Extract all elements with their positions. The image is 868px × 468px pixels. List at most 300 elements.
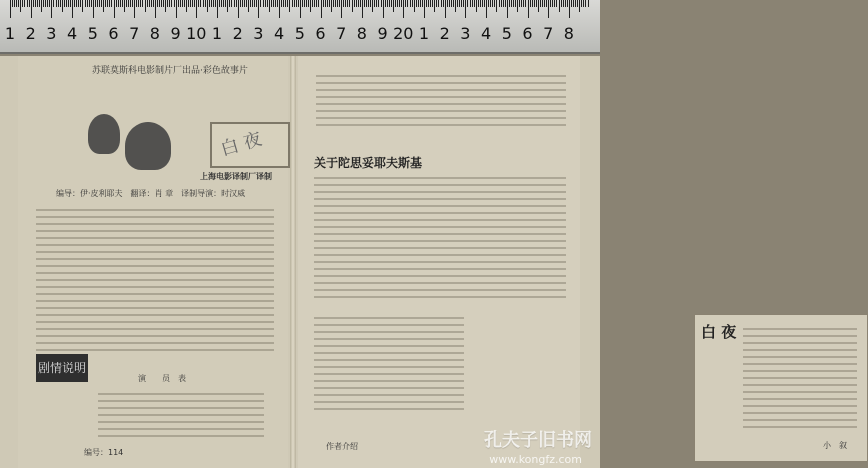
ruler-minor-tick xyxy=(449,0,450,7)
ruler-minor-tick xyxy=(76,0,77,7)
ruler-minor-tick xyxy=(128,0,129,7)
ruler-minor-tick xyxy=(120,0,121,7)
ruler-minor-tick xyxy=(236,0,237,7)
ruler-number: 6 xyxy=(108,24,119,43)
ruler-minor-tick xyxy=(490,0,491,7)
ruler-minor-tick xyxy=(29,0,30,7)
ruler-minor-tick xyxy=(159,0,160,7)
ruler-minor-tick xyxy=(109,0,110,7)
ruler-number: 5 xyxy=(87,24,98,43)
ruler-minor-tick xyxy=(563,0,564,7)
ruler-minor-tick xyxy=(47,0,48,7)
ruler-minor-tick xyxy=(356,0,357,7)
right-page xyxy=(298,56,847,468)
ruler-major-tick xyxy=(341,0,342,18)
ruler-minor-tick xyxy=(461,0,462,7)
ruler-number: 6 xyxy=(522,24,533,43)
ruler-minor-tick xyxy=(167,0,168,7)
ruler-minor-tick xyxy=(492,0,493,7)
article-section-title: 关于陀思妥耶夫斯基 xyxy=(314,156,423,170)
ruler-number: 2 xyxy=(439,24,450,43)
ruler-number: 1 xyxy=(4,24,16,43)
ruler-major-tick xyxy=(279,0,280,18)
watermark-url: www.kongfz.com xyxy=(489,453,582,466)
ruler-minor-tick xyxy=(207,0,208,12)
ruler-minor-tick xyxy=(180,0,181,7)
ruler-minor-tick xyxy=(289,0,290,12)
ruler-minor-tick xyxy=(542,0,543,7)
brochure-sheet xyxy=(0,56,847,468)
ruler-minor-tick xyxy=(234,0,235,7)
man-portrait-image xyxy=(88,114,120,154)
ruler-minor-tick xyxy=(407,0,408,7)
ruler-minor-tick xyxy=(310,0,311,12)
ruler-minor-tick xyxy=(414,0,415,12)
ruler-minor-tick xyxy=(525,0,526,7)
ruler-minor-tick xyxy=(503,0,504,7)
ruler-minor-tick xyxy=(399,0,400,7)
ruler-minor-tick xyxy=(294,0,295,7)
sidebar-text xyxy=(743,323,857,433)
film-title-box xyxy=(210,122,290,168)
ruler-minor-tick xyxy=(225,0,226,7)
ruler-minor-tick xyxy=(567,0,568,7)
ruler-minor-tick xyxy=(161,0,162,7)
ruler-major-tick xyxy=(528,0,529,18)
ruler-minor-tick xyxy=(142,0,143,7)
ruler-major-tick xyxy=(155,0,156,18)
ruler-minor-tick xyxy=(85,0,86,7)
ruler-minor-tick xyxy=(410,0,411,7)
ruler-minor-tick xyxy=(573,0,574,7)
ruler-minor-tick xyxy=(331,0,332,12)
ruler-minor-tick xyxy=(329,0,330,7)
article-left-column-text xyxy=(314,312,464,415)
ruler-minor-tick xyxy=(285,0,286,7)
ruler-minor-tick xyxy=(478,0,479,7)
ruler-number: 10 xyxy=(186,24,207,43)
ruler-minor-tick xyxy=(263,0,264,7)
ruler-number: 3 xyxy=(46,24,57,43)
ruler-minor-tick xyxy=(521,0,522,7)
ruler-minor-tick xyxy=(126,0,127,7)
ruler-minor-tick xyxy=(165,0,166,12)
ruler-minor-tick xyxy=(474,0,475,7)
ruler-minor-tick xyxy=(565,0,566,7)
cast-header-box xyxy=(36,354,88,382)
ruler-minor-tick xyxy=(532,0,533,7)
cast-list-title: 演 员 表 xyxy=(138,374,186,383)
ruler-minor-tick xyxy=(12,0,13,7)
ruler-minor-tick xyxy=(318,0,319,7)
ruler-number: 4 xyxy=(274,24,285,43)
cast-box-label: 剧情说明 xyxy=(37,361,86,375)
ruler-minor-tick xyxy=(211,0,212,7)
watermark-name: 孔夫子旧书网 xyxy=(484,430,592,451)
ruler-number: 20 xyxy=(393,24,414,43)
ruler-minor-tick xyxy=(182,0,183,7)
ruler-minor-tick xyxy=(358,0,359,7)
ruler-minor-tick xyxy=(397,0,398,7)
ruler-minor-tick xyxy=(198,0,199,7)
ruler-minor-tick xyxy=(420,0,421,7)
ruler-minor-tick xyxy=(327,0,328,7)
sidebar-title: 白 夜 xyxy=(701,323,737,341)
ruler-minor-tick xyxy=(140,0,141,7)
ruler-minor-tick xyxy=(273,0,274,7)
ruler-minor-tick xyxy=(66,0,67,7)
ruler-minor-tick xyxy=(132,0,133,7)
ruler-minor-tick xyxy=(138,0,139,7)
ruler-minor-tick xyxy=(281,0,282,7)
ruler-major-tick xyxy=(217,0,218,18)
ruler-minor-tick xyxy=(484,0,485,7)
ruler-minor-tick xyxy=(205,0,206,7)
ruler-minor-tick xyxy=(559,0,560,12)
ruler-minor-tick xyxy=(339,0,340,7)
ruler-minor-tick xyxy=(68,0,69,7)
ruler xyxy=(0,0,600,54)
ruler-minor-tick xyxy=(550,0,551,7)
ruler-minor-tick xyxy=(412,0,413,7)
ruler-minor-tick xyxy=(343,0,344,7)
ruler-minor-tick xyxy=(269,0,270,12)
ruler-minor-tick xyxy=(312,0,313,7)
film-title: 白 夜 xyxy=(218,128,265,161)
ruler-minor-tick xyxy=(267,0,268,7)
ruler-minor-tick xyxy=(308,0,309,7)
ruler-minor-tick xyxy=(116,0,117,7)
ruler-minor-tick xyxy=(422,0,423,7)
ruler-minor-tick xyxy=(540,0,541,7)
ruler-minor-tick xyxy=(581,0,582,7)
ruler-minor-tick xyxy=(22,0,23,7)
ruler-minor-tick xyxy=(74,0,75,7)
ruler-number: 7 xyxy=(543,24,554,43)
ruler-minor-tick xyxy=(352,0,353,12)
ruler-minor-tick xyxy=(240,0,241,7)
ruler-minor-tick xyxy=(463,0,464,7)
ruler-minor-tick xyxy=(470,0,471,7)
ruler-minor-tick xyxy=(364,0,365,7)
ruler-minor-tick xyxy=(583,0,584,7)
ruler-minor-tick xyxy=(215,0,216,7)
ruler-minor-tick xyxy=(538,0,539,12)
ruler-minor-tick xyxy=(544,0,545,7)
ruler-minor-tick xyxy=(107,0,108,7)
ruler-number: 4 xyxy=(481,24,492,43)
ruler-minor-tick xyxy=(169,0,170,7)
cast-list xyxy=(98,388,264,442)
ruler-minor-tick xyxy=(190,0,191,7)
ruler-minor-tick xyxy=(20,0,21,12)
ruler-minor-tick xyxy=(56,0,57,7)
ruler-minor-tick xyxy=(209,0,210,7)
ruler-minor-tick xyxy=(231,0,232,7)
ruler-minor-tick xyxy=(457,0,458,7)
ruler-minor-tick xyxy=(360,0,361,7)
ruler-major-tick xyxy=(424,0,425,18)
ruler-minor-tick xyxy=(387,0,388,7)
ruler-minor-tick xyxy=(35,0,36,7)
ruler-minor-tick xyxy=(374,0,375,7)
ruler-minor-tick xyxy=(43,0,44,7)
ruler-minor-tick xyxy=(49,0,50,7)
ruler-minor-tick xyxy=(314,0,315,7)
ruler-minor-tick xyxy=(571,0,572,7)
ruler-minor-tick xyxy=(53,0,54,7)
ruler-minor-tick xyxy=(480,0,481,7)
ruler-minor-tick xyxy=(455,0,456,12)
ruler-minor-tick xyxy=(416,0,417,7)
ruler-number: 5 xyxy=(294,24,305,43)
ruler-minor-tick xyxy=(354,0,355,7)
ruler-minor-tick xyxy=(467,0,468,7)
ruler-minor-tick xyxy=(368,0,369,7)
ruler-minor-tick xyxy=(517,0,518,12)
ruler-minor-tick xyxy=(393,0,394,12)
ruler-number: 7 xyxy=(129,24,140,43)
page-fold xyxy=(290,56,296,468)
ruler-number: 3 xyxy=(253,24,264,43)
article-top-text xyxy=(316,70,566,131)
ruler-minor-tick xyxy=(325,0,326,7)
ruler-number: 2 xyxy=(25,24,36,43)
ruler-minor-tick xyxy=(554,0,555,7)
ruler-minor-tick xyxy=(82,0,83,12)
ruler-minor-tick xyxy=(389,0,390,7)
ruler-minor-tick xyxy=(438,0,439,7)
ruler-minor-tick xyxy=(244,0,245,7)
ruler-minor-tick xyxy=(151,0,152,7)
ruler-minor-tick xyxy=(405,0,406,7)
ruler-minor-tick xyxy=(395,0,396,7)
ruler-major-tick xyxy=(93,0,94,18)
ruler-minor-tick xyxy=(302,0,303,7)
ruler-minor-tick xyxy=(60,0,61,7)
article-footer-label: 作者介绍 xyxy=(326,442,358,451)
ruler-minor-tick xyxy=(91,0,92,7)
ruler-minor-tick xyxy=(575,0,576,7)
ruler-major-tick xyxy=(362,0,363,18)
ruler-minor-tick xyxy=(194,0,195,7)
page-header: 苏联莫斯科电影制片厂出品·彩色故事片 xyxy=(92,66,248,76)
ruler-minor-tick xyxy=(130,0,131,7)
ruler-major-tick xyxy=(196,0,197,18)
ruler-minor-tick xyxy=(585,0,586,7)
ruler-minor-tick xyxy=(105,0,106,7)
ruler-minor-tick xyxy=(476,0,477,12)
ruler-minor-tick xyxy=(385,0,386,7)
ruler-minor-tick xyxy=(136,0,137,7)
ruler-minor-tick xyxy=(494,0,495,7)
ruler-minor-tick xyxy=(260,0,261,7)
ruler-minor-tick xyxy=(287,0,288,7)
ruler-minor-tick xyxy=(323,0,324,7)
ruler-minor-tick xyxy=(149,0,150,7)
ruler-minor-tick xyxy=(511,0,512,7)
ruler-major-tick xyxy=(465,0,466,18)
ruler-minor-tick xyxy=(80,0,81,7)
ruler-minor-tick xyxy=(147,0,148,7)
ruler-minor-tick xyxy=(221,0,222,7)
ruler-minor-tick xyxy=(18,0,19,7)
credits-line: 编导：伊·皮利耶夫 翻译：肖 章 译制导演：时汉威 xyxy=(56,189,246,198)
ruler-major-tick xyxy=(238,0,239,18)
ruler-major-tick xyxy=(383,0,384,18)
woman-portrait-image xyxy=(125,122,171,170)
ruler-minor-tick xyxy=(519,0,520,7)
ruler-minor-tick xyxy=(556,0,557,7)
ruler-minor-tick xyxy=(391,0,392,7)
ruler-minor-tick xyxy=(33,0,34,7)
ruler-minor-tick xyxy=(178,0,179,7)
ruler-minor-tick xyxy=(277,0,278,7)
ruler-minor-tick xyxy=(157,0,158,7)
ruler-minor-tick xyxy=(27,0,28,7)
ruler-major-tick xyxy=(72,0,73,18)
ruler-minor-tick xyxy=(203,0,204,7)
ruler-major-tick xyxy=(507,0,508,18)
ruler-minor-tick xyxy=(499,0,500,7)
ruler-minor-tick xyxy=(242,0,243,7)
ruler-minor-tick xyxy=(577,0,578,7)
ruler-major-tick xyxy=(486,0,487,18)
ruler-minor-tick xyxy=(248,0,249,12)
ruler-minor-tick xyxy=(256,0,257,7)
ruler-minor-tick xyxy=(87,0,88,7)
ruler-minor-tick xyxy=(223,0,224,7)
ruler-minor-tick xyxy=(265,0,266,7)
ruler-minor-tick xyxy=(370,0,371,7)
ruler-number: 1 xyxy=(418,24,430,43)
sidebar-byline: 小 叙 xyxy=(823,441,847,450)
ruler-minor-tick xyxy=(89,0,90,7)
ruler-minor-tick xyxy=(546,0,547,7)
ruler-number: 8 xyxy=(563,24,574,43)
ruler-minor-tick xyxy=(523,0,524,7)
ruler-minor-tick xyxy=(552,0,553,7)
ruler-number: 9 xyxy=(170,24,181,43)
ruler-minor-tick xyxy=(447,0,448,7)
ruler-major-tick xyxy=(445,0,446,18)
ruler-minor-tick xyxy=(513,0,514,7)
ruler-minor-tick xyxy=(24,0,25,7)
left-page xyxy=(18,56,288,468)
ruler-minor-tick xyxy=(432,0,433,7)
ruler-minor-tick xyxy=(101,0,102,7)
ruler-minor-tick xyxy=(349,0,350,7)
ruler-minor-tick xyxy=(39,0,40,7)
ruler-minor-tick xyxy=(213,0,214,7)
ruler-minor-tick xyxy=(482,0,483,7)
ruler-minor-tick xyxy=(459,0,460,7)
ruler-minor-tick xyxy=(436,0,437,7)
ruler-minor-tick xyxy=(219,0,220,7)
ruler-minor-tick xyxy=(271,0,272,7)
ruler-minor-tick xyxy=(99,0,100,7)
ruler-number: 1 xyxy=(211,24,223,43)
ruler-minor-tick xyxy=(296,0,297,7)
ruler-minor-tick xyxy=(124,0,125,12)
ruler-minor-tick xyxy=(428,0,429,7)
ruler-minor-tick xyxy=(111,0,112,7)
ruler-minor-tick xyxy=(298,0,299,7)
ruler-minor-tick xyxy=(335,0,336,7)
ruler-number: 9 xyxy=(377,24,388,43)
ruler-major-tick xyxy=(403,0,404,18)
article-body-text xyxy=(314,172,566,303)
ruler-minor-tick xyxy=(588,0,589,7)
ruler-minor-tick xyxy=(118,0,119,7)
ruler-minor-tick xyxy=(174,0,175,7)
ruler-major-tick xyxy=(548,0,549,18)
ruler-minor-tick xyxy=(62,0,63,12)
ruler-minor-tick xyxy=(579,0,580,12)
ruler-minor-tick xyxy=(488,0,489,7)
ruler-minor-tick xyxy=(401,0,402,7)
ruler-number: 8 xyxy=(356,24,367,43)
ruler-minor-tick xyxy=(434,0,435,12)
ruler-minor-tick xyxy=(530,0,531,7)
ruler-minor-tick xyxy=(184,0,185,7)
ruler-minor-tick xyxy=(97,0,98,7)
ruler-major-tick xyxy=(31,0,32,18)
ruler-minor-tick xyxy=(441,0,442,7)
ruler-minor-tick xyxy=(337,0,338,7)
ruler-minor-tick xyxy=(95,0,96,7)
ruler-major-tick xyxy=(134,0,135,18)
ruler-number: 7 xyxy=(336,24,347,43)
ruler-minor-tick xyxy=(227,0,228,12)
ruler-major-tick xyxy=(569,0,570,18)
ruler-minor-tick xyxy=(561,0,562,7)
ruler-major-tick xyxy=(176,0,177,18)
film-sidebar-box xyxy=(694,314,868,462)
ruler-minor-tick xyxy=(509,0,510,7)
ruler-minor-tick xyxy=(426,0,427,7)
ruler-minor-tick xyxy=(14,0,15,7)
ruler-minor-tick xyxy=(366,0,367,7)
ruler-minor-tick xyxy=(505,0,506,7)
ruler-minor-tick xyxy=(283,0,284,7)
ruler-minor-tick xyxy=(58,0,59,7)
ruler-minor-tick xyxy=(78,0,79,7)
ruler-major-tick xyxy=(300,0,301,18)
ruler-minor-tick xyxy=(246,0,247,7)
ruler-minor-tick xyxy=(376,0,377,7)
ruler-minor-tick xyxy=(188,0,189,7)
ruler-number: 8 xyxy=(149,24,160,43)
ruler-minor-tick xyxy=(316,0,317,7)
ruler-minor-tick xyxy=(37,0,38,7)
studio-label: 上海电影译制厂译制 xyxy=(200,172,272,181)
ruler-minor-tick xyxy=(250,0,251,7)
ruler-minor-tick xyxy=(472,0,473,7)
ruler-minor-tick xyxy=(378,0,379,7)
ruler-minor-tick xyxy=(70,0,71,7)
ruler-minor-tick xyxy=(534,0,535,7)
ruler-minor-tick xyxy=(229,0,230,7)
ruler-minor-tick xyxy=(252,0,253,7)
ruler-minor-tick xyxy=(41,0,42,12)
ruler-minor-tick xyxy=(254,0,255,7)
ruler-minor-tick xyxy=(347,0,348,7)
ruler-minor-tick xyxy=(163,0,164,7)
ruler-minor-tick xyxy=(171,0,172,7)
ruler-minor-tick xyxy=(200,0,201,7)
ruler-minor-tick xyxy=(536,0,537,7)
